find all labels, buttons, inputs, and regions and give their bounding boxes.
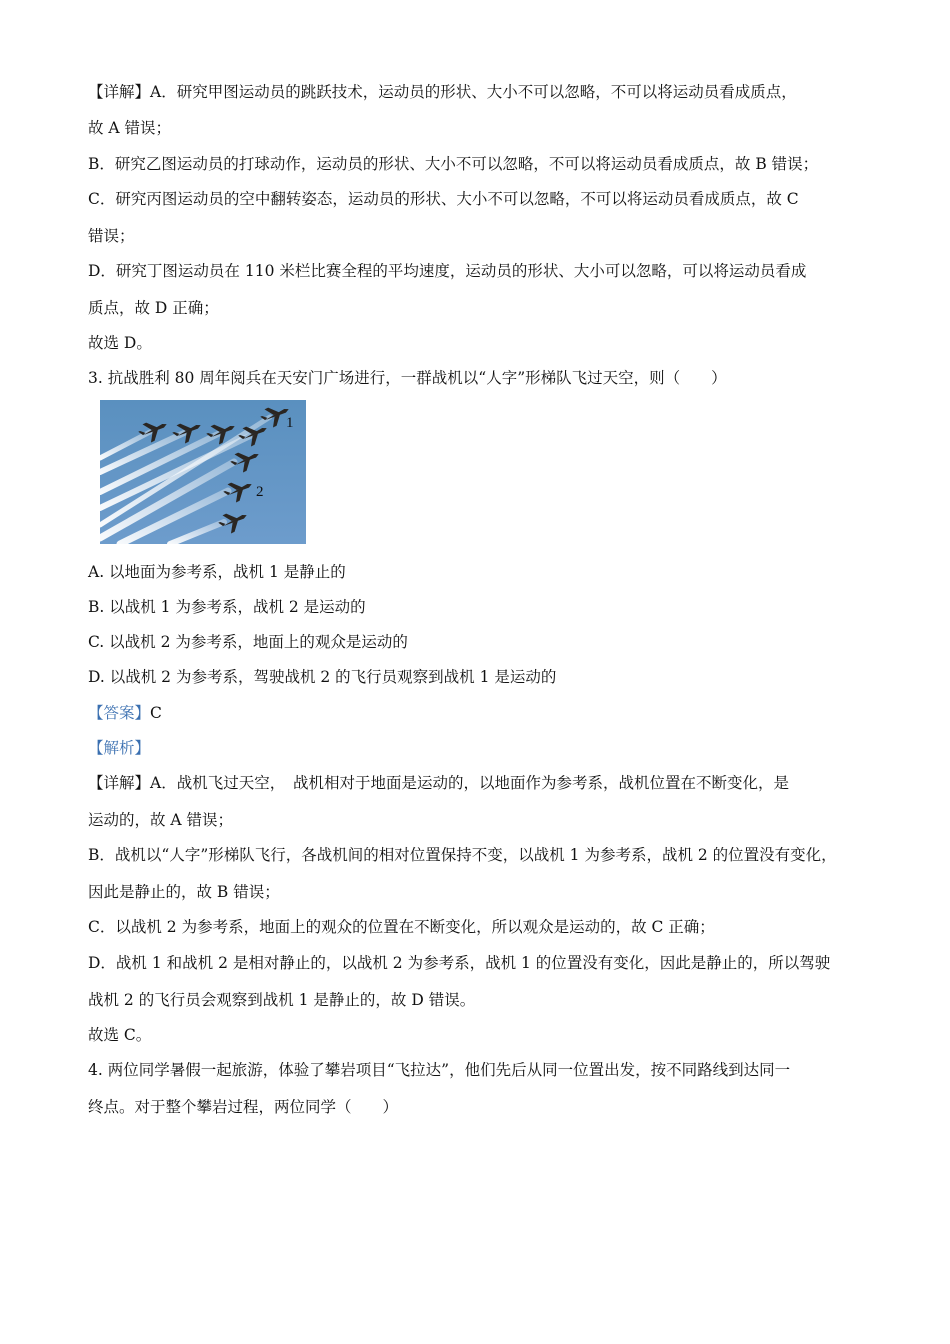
option-a: A. 以地面为参考系，战机 1 是静止的 <box>88 563 346 581</box>
question-4-cont: 终点。对于整个攀岩过程，两位同学（ ） <box>88 1098 399 1116</box>
jet-formation-image <box>100 400 306 544</box>
explain-line-d: D．战机 1 和战机 2 是相对静止的，以战机 2 为参考系，战机 1 的位置没有变化，因此是静止的，所以驾驶 <box>88 954 831 972</box>
detail-line-c-cont: 错误； <box>88 227 135 245</box>
jet-formation-figure <box>100 400 306 544</box>
explain-line-d-cont: 战机 2 的飞行员会观察到战机 1 是静止的，故 D 错误。 <box>88 991 476 1009</box>
answer-select-d: 故选 D。 <box>88 334 152 352</box>
answer-line <box>88 703 878 723</box>
explain-line-c: C．以战机 2 为参考系，地面上的观众的位置在不断变化，所以观众是运动的，故 C 正确； <box>88 918 715 936</box>
question-4: 4. 两位同学暑假一起旅游，体验了攀岩项目“飞拉达”，他们先后从同一位置出发，按不同路线到达同一 <box>88 1061 791 1079</box>
detail-line-a-cont: 故 A 错误； <box>88 119 172 137</box>
detail-line-d: D．研究丁图运动员在 110 米栏比赛全程的平均速度，运动员的形状、大小可以忽略，可以将运动员看成 <box>88 262 807 280</box>
answer-value: C <box>150 704 162 722</box>
answer-select-c: 故选 C。 <box>88 1026 152 1044</box>
jet-label-2: 2 <box>256 484 264 500</box>
option-d: D. 以战机 2 为参考系，驾驶战机 2 的飞行员观察到战机 1 是运动的 <box>88 668 557 686</box>
option-c: C. 以战机 2 为参考系，地面上的观众是运动的 <box>88 633 408 651</box>
detail-line-c: C．研究丙图运动员的空中翻转姿态，运动员的形状、大小不可以忽略，不可以将运动员看成质点，故 C <box>88 190 799 208</box>
detail-line-d-cont: 质点，故 D 正确； <box>88 299 219 317</box>
analysis-heading: 【解析】 <box>88 739 151 757</box>
explain-line-a-cont: 运动的，故 A 错误； <box>88 811 234 829</box>
answer-label: 【答案】 <box>88 704 151 722</box>
option-b: B. 以战机 1 为参考系，战机 2 是运动的 <box>88 598 366 616</box>
explain-line-b-cont: 因此是静止的，故 B 错误； <box>88 883 280 901</box>
explain-line-a: 【详解】A．战机飞过天空， 战机相对于地面是运动的，以地面作为参考系，战机位置在不断变化，是 <box>88 774 789 792</box>
question-3: 3. 抗战胜利 80 周年阅兵在天安门广场进行，一群战机以“人字”形梯队飞过天空，则（ ） <box>88 369 727 387</box>
explain-line-b: B．战机以“人字”形梯队飞行，各战机间的相对位置保持不变，以战机 1 为参考系，战机 2 的位置没有变化， <box>88 846 837 864</box>
jet-label-1: 1 <box>286 415 294 431</box>
detail-line-a: 【详解】A．研究甲图运动员的跳跃技术，运动员的形状、大小不可以忽略，不可以将运动员看成质点， <box>88 83 797 101</box>
detail-line-b: B．研究乙图运动员的打球动作，运动员的形状、大小不可以忽略，不可以将运动员看成质点，故 B 错误； <box>88 155 819 173</box>
